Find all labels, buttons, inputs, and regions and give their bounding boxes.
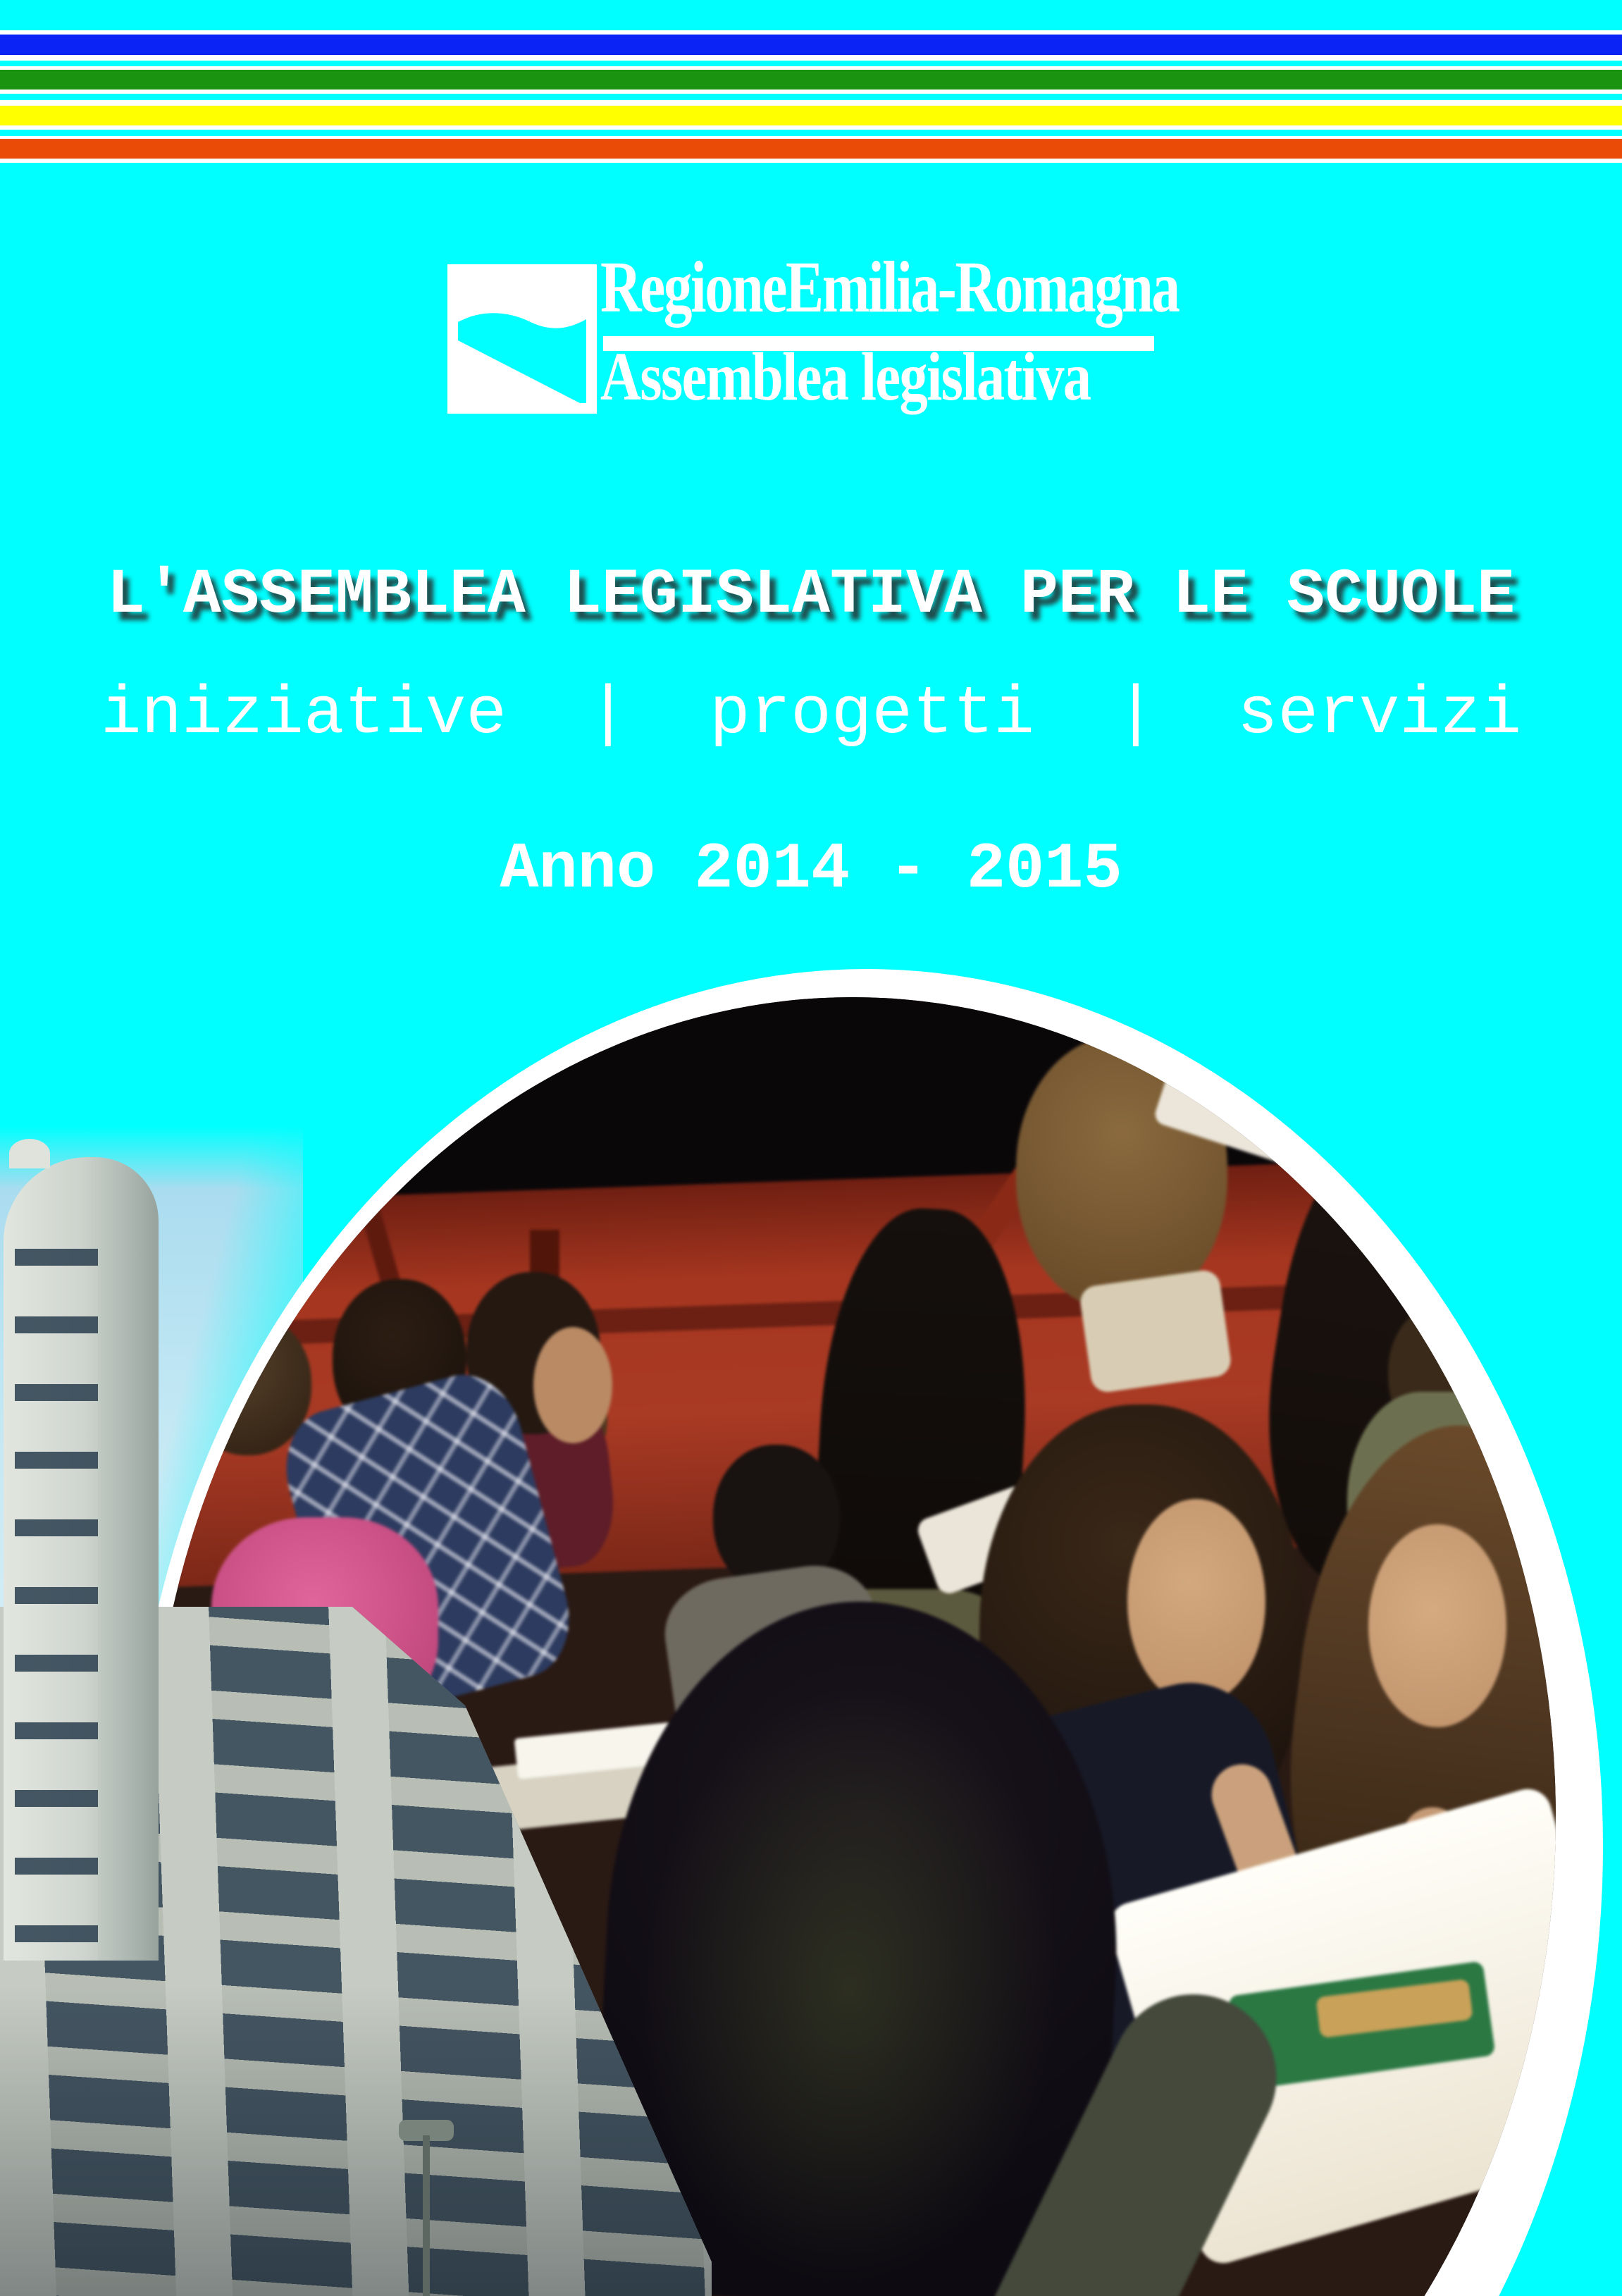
student-face [533,1327,612,1443]
page-title: L'ASSEMBLEA LEGISLATIVA PER LE SCUOLE [106,560,1516,631]
stripe-white [0,55,1622,61]
street-lamp-pole [423,2135,430,2296]
stripe-cyan [0,94,1622,100]
smiling-girl-left-face [1127,1499,1265,1705]
stripe-white [0,159,1622,163]
top-stripes [0,30,1622,163]
page-subtitle: iniziative | progetti | servizi [100,676,1522,753]
smiling-girl-right-face [1368,1524,1506,1727]
stripe-orange [0,139,1622,159]
building-tower-cap [9,1139,50,1168]
building-tower-windows [15,1249,98,1961]
stripe-white [0,100,1622,106]
stripe-blue [0,35,1622,55]
logo-sub-name: Assemblea legislativa [600,339,1091,415]
logo-org-name: RegioneEmilia-Romagna [600,247,1179,328]
regione-emilia-romagna-logo-icon [447,264,597,414]
stripe-cyan [0,61,1622,66]
stripe-yellow [0,106,1622,125]
stripe-green [0,70,1622,90]
year-line: Anno 2014 - 2015 [500,832,1122,906]
building-tower [4,1157,159,1961]
student-head [185,1314,311,1455]
stripe-cyan [0,130,1622,136]
handbag [1078,1269,1232,1394]
